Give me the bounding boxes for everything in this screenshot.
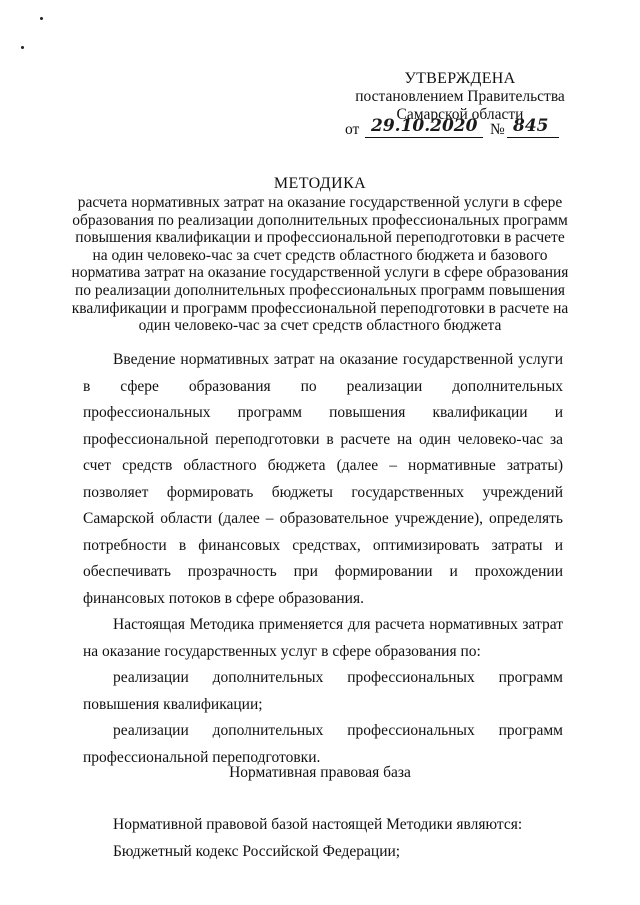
legal-basis-intro: Нормативной правовой базой настоящей Методики являются:: [113, 816, 523, 833]
document-subtitle: [70, 194, 570, 335]
scope-item-qualification: реализации дополнительных профессиональных программ повышения квалификации;: [83, 669, 563, 713]
date-underline: [365, 137, 483, 138]
subtitle-line: квалификации и программ профессиональной переподготовки в расчете на: [71, 299, 569, 317]
subtitle-line: на один человеко-час за счет средств областного бюджета и базового: [92, 246, 548, 264]
scope-item-retraining: реализации дополнительных профессиональных программ профессиональной переподготовки.: [83, 722, 563, 766]
number-prefix: №: [490, 121, 505, 138]
scan-speck: [40, 17, 43, 20]
subtitle-line: по реализации дополнительных профессиональных программ повышения: [74, 281, 566, 299]
approval-line-2: Самарской области: [396, 106, 524, 123]
subtitle-line: норматива затрат на оказание государственной услуги в сфере образования: [71, 264, 569, 282]
intro-paragraph: Введение нормативных затрат на оказание государственной услуги в сфере образования по реализации дополнительных профессиональных программ повышения квалификации и профессиональной переподготовки в расчете на один человеко-час за счет средств областного бюджета (далее – нормативные затраты) позволяет формировать бюджеты государственных учреждений Самарской области (далее – образовательное учреждение), определять потребности в финансовых средствах, оптимизировать затраты и обеспечивать прозрачность при формировании и прохождении финансовых потоков в сфере образования.: [83, 351, 563, 607]
approval-date-line: [345, 116, 565, 141]
handwritten-date: 29.10.2020: [371, 116, 478, 136]
approval-line-1: постановлением Правительства: [355, 88, 565, 105]
document-body: [83, 347, 563, 771]
scope-paragraph: Настоящая Методика применяется для расчета нормативных затрат на оказание государственных услуг в сфере образования по:: [83, 616, 563, 660]
date-prefix: от: [345, 121, 360, 138]
subtitle-line: образования по реализации дополнительных профессиональных программ: [72, 211, 568, 229]
document-title: МЕТОДИКА: [273, 175, 367, 192]
approval-heading: УТВЕРЖДЕНА: [404, 70, 516, 87]
handwritten-number: 845: [513, 116, 549, 136]
legal-basis-body: [83, 812, 563, 865]
subtitle-line: один человеко-час за счет средств областного бюджета: [138, 317, 502, 335]
number-underline: [507, 137, 559, 138]
legal-basis-item: Бюджетный кодекс Российской Федерации;: [113, 842, 401, 860]
scan-speck: [21, 46, 24, 49]
subtitle-line: расчета нормативных затрат на оказание государственной услуги в сфере: [77, 194, 563, 211]
section-title-legal-basis: Нормативная правовая база: [229, 764, 411, 781]
subtitle-line: повышения квалификации и профессиональной переподготовки в расчете: [75, 229, 565, 247]
